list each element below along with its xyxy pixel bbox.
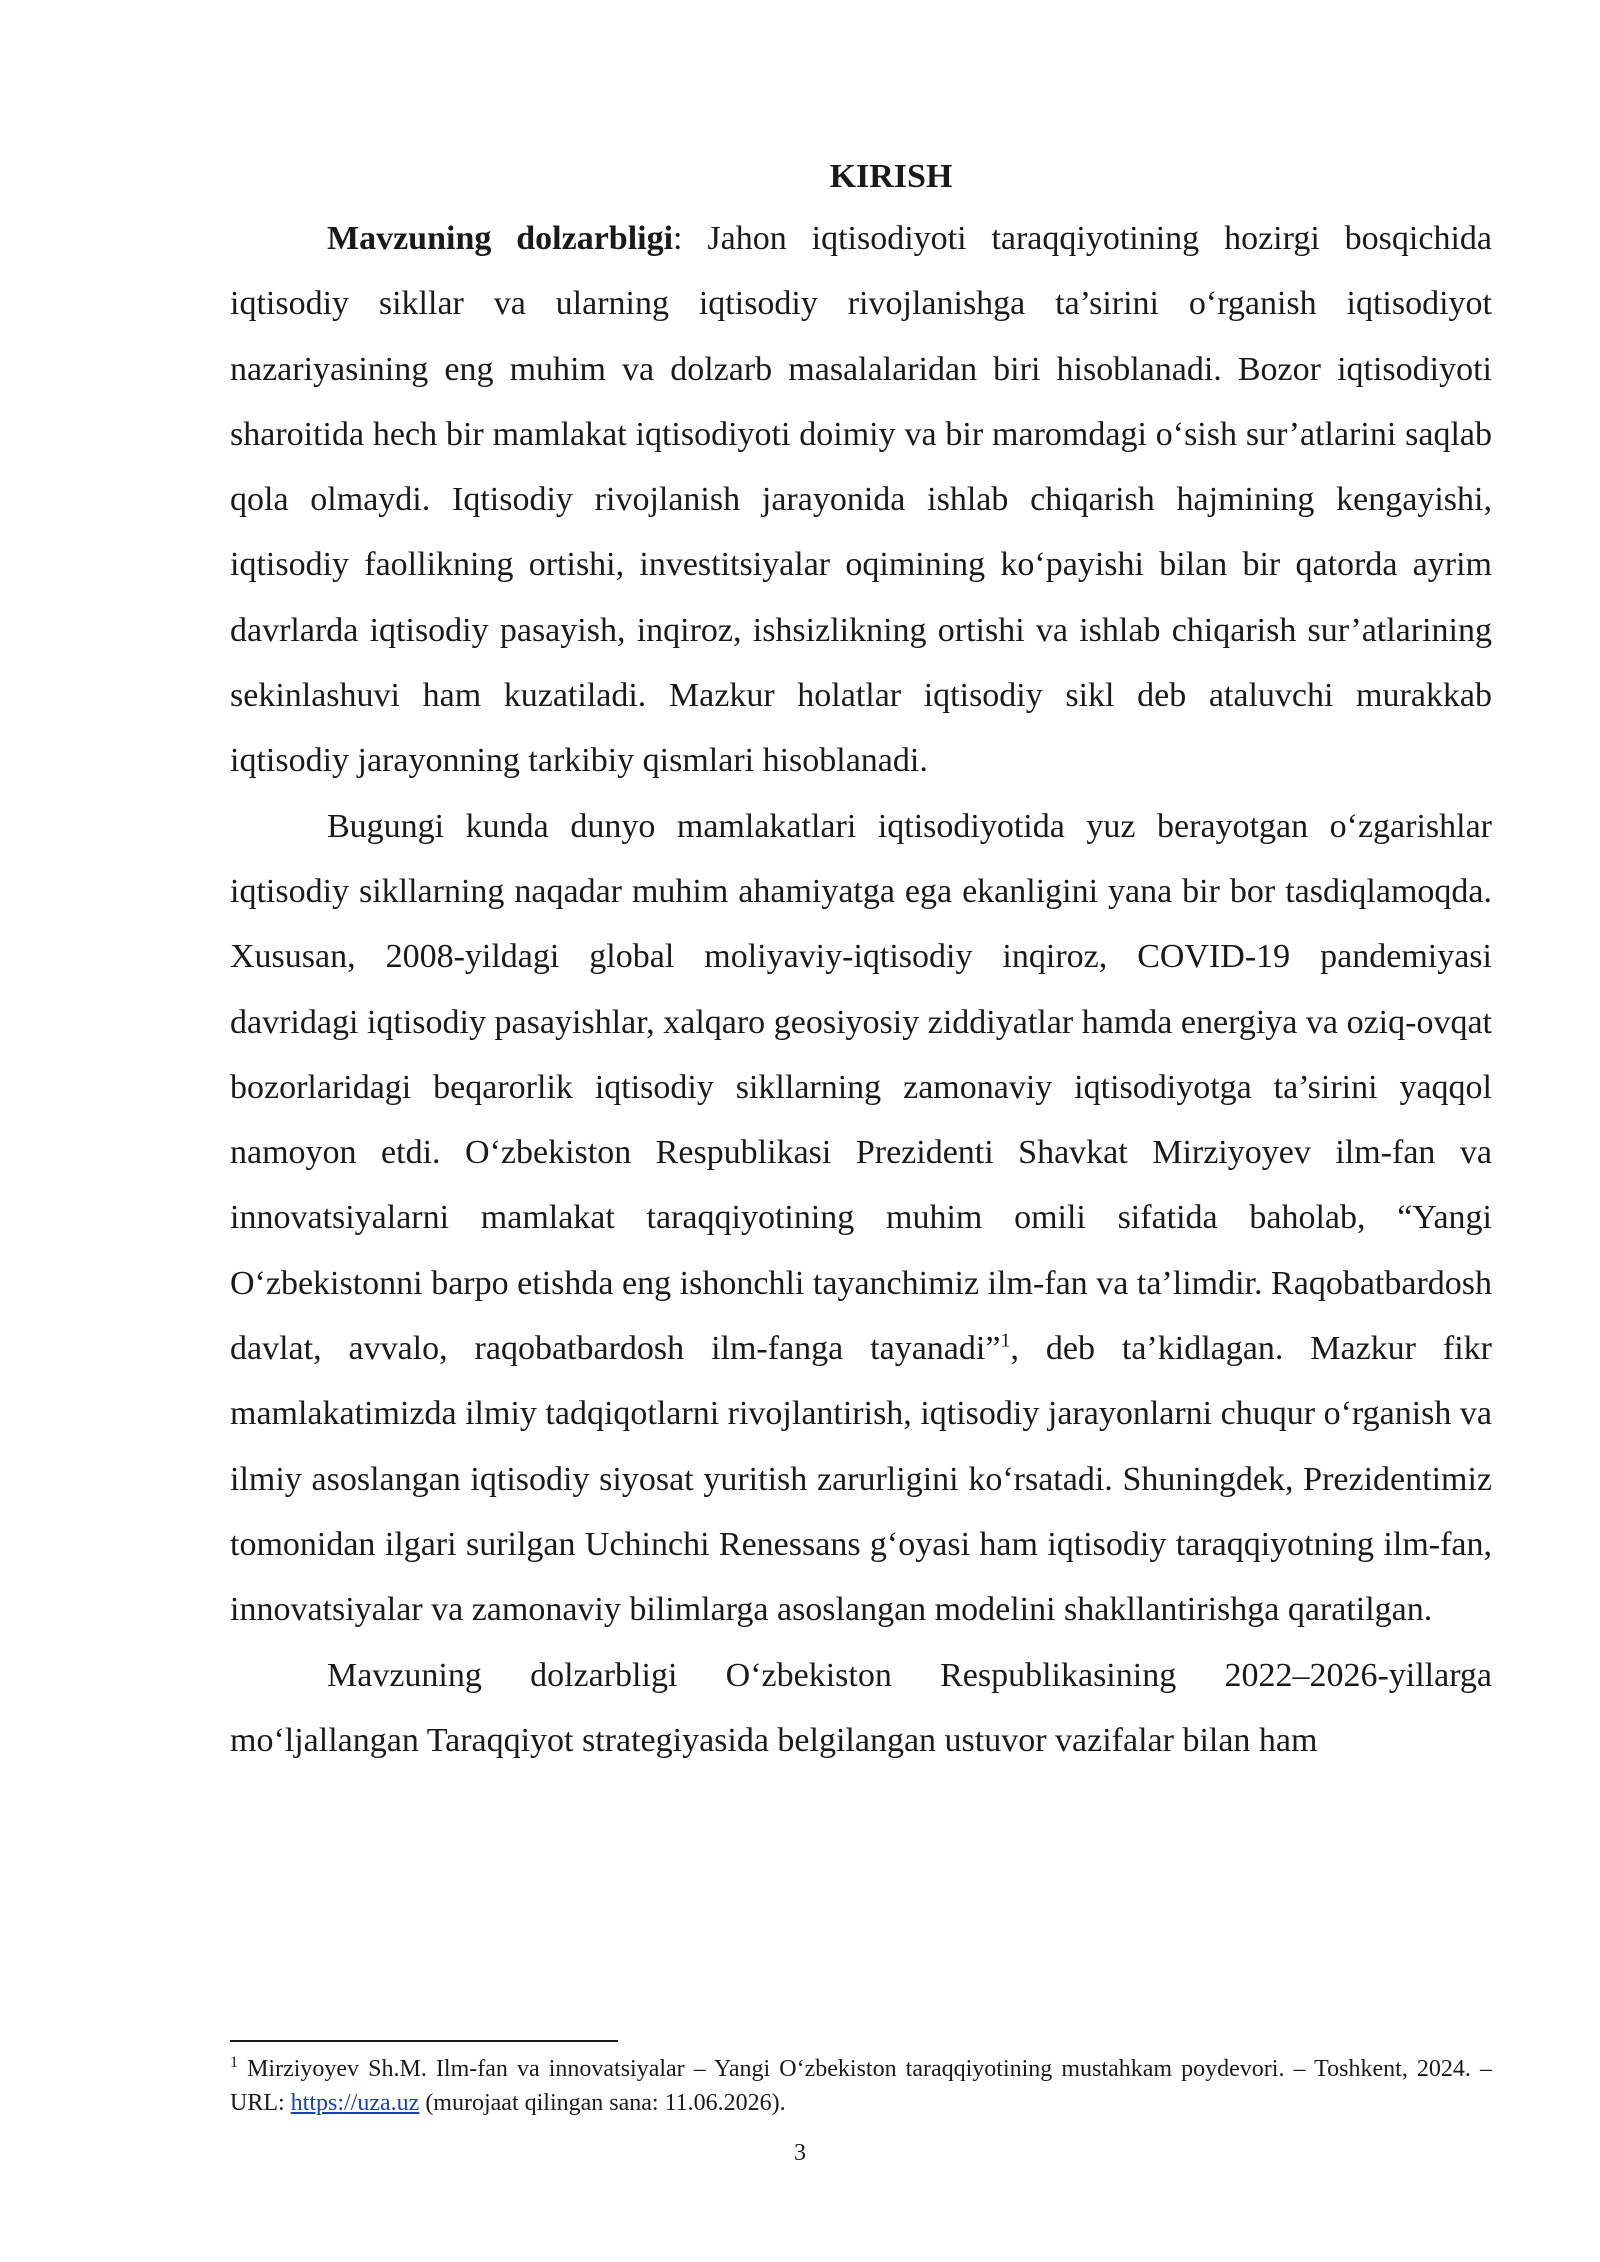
page-number: 3 [794,2140,806,2166]
paragraph-3: Mavzuning dolzarbligi O‘zbekiston Respublikasining 2022–2026-yillarga mo‘ljallangan Taraqqiyot strategiyasida belgilangan ustuvor vazifalar bilan ham [230,1656,1492,1759]
footnote [230,2052,1492,2120]
paragraph-2-text-after-ref: , deb ta’kidlagan. Mazkur fikr mamlakatimizda ilmiy tadqiqotlarni rivojlantirish, iqtisodiy jarayonlarni chuqur o‘rganish va ilmiy asoslangan iqtisodiy siyosat yuritish zarurligini ko‘rsatadi. Shuningdek, Prezidentimiz tomonidan ilgari surilgan Uchinchi Renessans g‘oyasi ham iqtisodiy taraqqiyotning ilm-fan, innovatsiyalar va zamonaviy bilimlarga asoslangan modelini shakllantirishga qaratilgan. [230,1330,1492,1629]
footnote-text-end: (murojaat qilingan sana: 11.06.2026). [419,2090,786,2116]
footnote-separator [230,2040,618,2042]
footnote-reference[interactable]: 1 [1000,1329,1011,1352]
paragraph-1 [230,206,1492,794]
footnote-link[interactable]: https://uza.uz [290,2090,420,2116]
footnote-number: 1 [230,2054,238,2071]
paragraph-2 [230,794,1492,1643]
paragraph-1-lead-bold: Mavzuning dolzarbligi [327,220,674,257]
paragraph-2-text-before-ref: Bugungi kunda dunyo mamlakatlari iqtisodiyotida yuz berayotgan o‘zgarishlar iqtisodiy sikllarning naqadar muhim ahamiyatga ega ekanligini yana bir bor tasdiqlamoqda. Xususan, 2008-yildagi global moliyaviy-iqtisodiy inqiroz, COVID-19 pandemiyasi davridagi iqtisodiy pasayishlar, xalqaro geosiyosiy ziddiyatlar hamda energiya va oziq-ovqat bozorlaridagi beqarorlik iqtisodiy sikllarning zamonaviy iqtisodiyotga ta’sirini yaqqol namoyon etdi. O‘zbekiston Respublikasi Prezidenti Shavkat Mirziyoyev ilm-fan va innovatsiyalarni mamlakat taraqqiyotining muhim omili sifatida baholab, “Yangi O‘zbekistonni barpo etishda eng ishonchli tayanchimiz ilm-fan va ta’limdir. Raqobatbardosh davlat, avvalo, raqobatbardosh ilm-fanga tayanadi” [230,807,1492,1368]
body-content [230,148,1492,1773]
section-title: KIRISH [829,158,953,195]
footnote-text: Mirziyoyev Sh.M. Ilm-fan va innovatsiyalar – Yangi O‘zbekiston taraqqiyotining mustahkam poydevori. – Toshkent, 2024. – URL: [230,2056,1492,2116]
paragraph-1-text: : Jahon iqtisodiyoti taraqqiyotining hozirgi bosqichida iqtisodiy sikllar va ularning iqtisodiy rivojlanishga ta’sirini o‘rganish iqtisodiyot nazariyasining eng muhim va dolzarb masalalaridan biri hisoblanadi. Bozor iqtisodiyoti sharoitida hech bir mamlakat iqtisodiyoti doimiy va bir maromdagi o‘sish sur’atlarini saqlab qola olmaydi. Iqtisodiy rivojlanish jarayonida ishlab chiqarish hajmining kengayishi, iqtisodiy faollikning ortishi, investitsiyalar oqimining ko‘payishi bilan bir qatorda ayrim davrlarda iqtisodiy pasayish, inqiroz, ishsizlikning ortishi va ishlab chiqarish sur’atlarining sekinlashuvi ham kuzatiladi. Mazkur holatlar iqtisodiy sikl deb ataluvchi murakkab iqtisodiy jarayonning tarkibiy qismlari hisoblanadi. [230,220,1492,780]
